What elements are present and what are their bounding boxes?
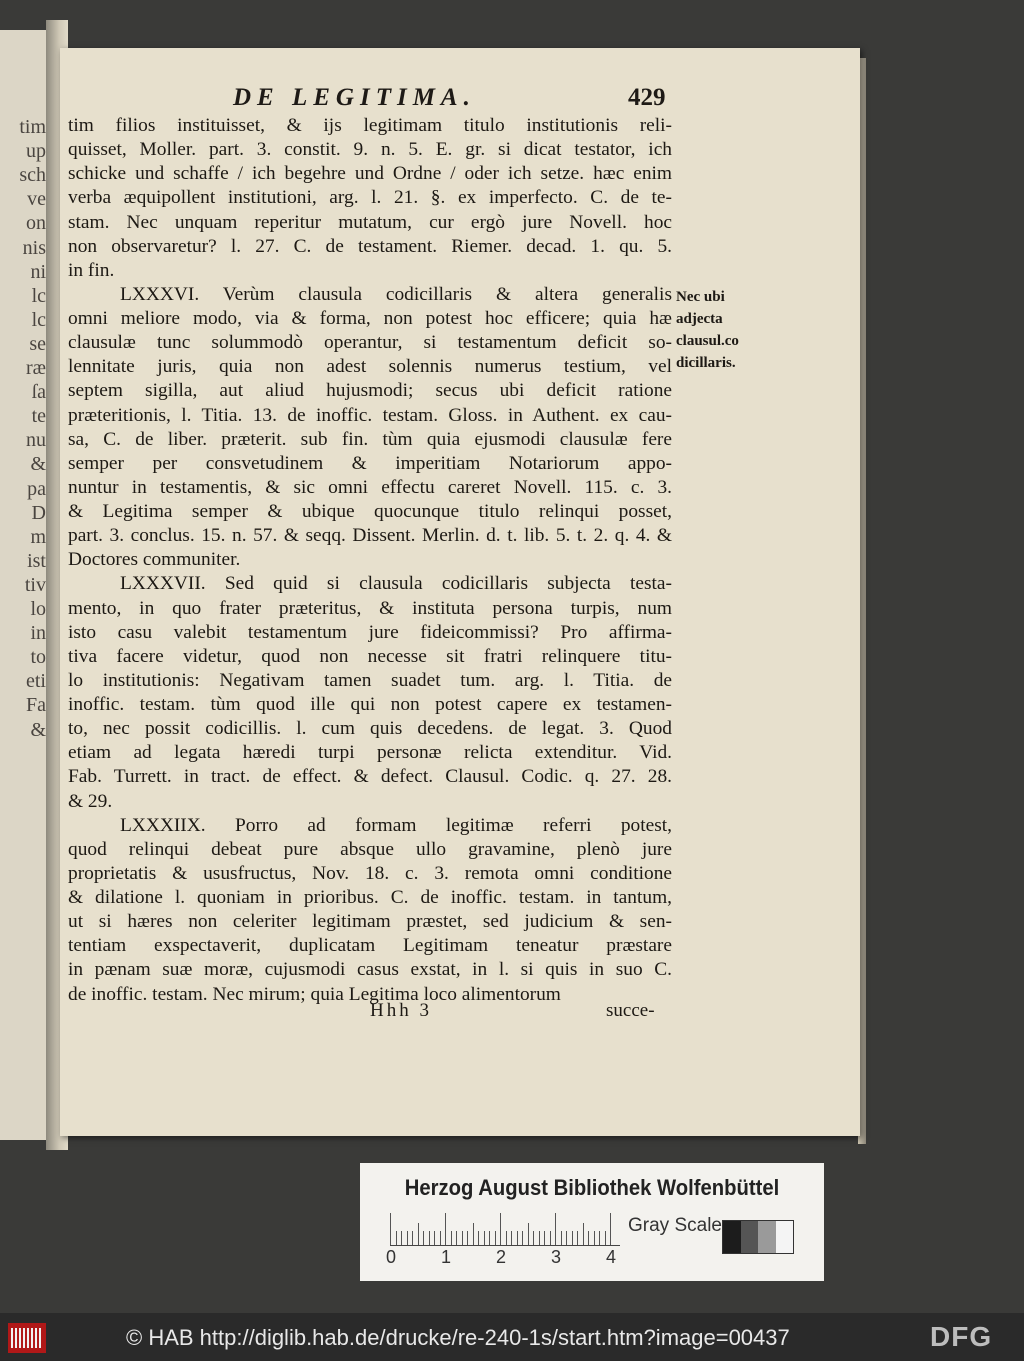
marginal-note-line: Nec ubi [676, 289, 725, 305]
ruler-tick [577, 1231, 578, 1245]
ruler-tick [566, 1231, 567, 1245]
text-line: proprietatis & ususfructus, Nov. 18. c. 3. remota omni conditione [68, 862, 672, 884]
ruler-tick [544, 1231, 545, 1245]
text-line: in pænam suæ moræ, cujusmodi casus exstat, in l. si quis in suo C. [68, 959, 672, 981]
text-line: stam. Nec unquam reperitur mutatum, cur ergò jure Novell. hoc [68, 211, 672, 233]
text-line: verba æquipollent institutioni, arg. l. 21. §. ex imperfecto. C. de te- [68, 187, 672, 209]
text-line: sa, C. de liber. præterit. sub fin. tùm quia ejusmodi clausulæ fere [68, 428, 672, 450]
text-line: non observaretur? l. 27. C. de testament. Riemer. decad. 1. qu. 5. [68, 235, 672, 257]
left-page-text-fragment: tim [19, 116, 46, 138]
text-line: mento, in quo frater præteritus, & instituta persona turpis, num [68, 597, 672, 619]
left-page-text-fragment: & [30, 718, 46, 741]
left-page-text-fragment: nis [22, 236, 46, 259]
ruler-tick [588, 1231, 589, 1245]
ruler-tick [594, 1231, 595, 1245]
text-line: Fab. Turrett. in tract. de effect. & defect. Clausul. Codic. q. 27. 28. [68, 766, 672, 788]
ruler-tick [467, 1231, 468, 1245]
left-page-text-fragment: Fa [26, 694, 46, 717]
text-line: ut si hæres non celeriter legitimam præstet, sed judicium & sen- [68, 911, 672, 933]
left-page-text-fragment: ist [27, 549, 46, 572]
ruler-label: 2 [496, 1247, 507, 1267]
footer-bar [0, 1313, 1024, 1361]
ruler-tick [407, 1231, 408, 1245]
ruler-tick [418, 1223, 419, 1245]
text-line: & Legitima semper & ubique quocunque titulo relinqui posset, [68, 501, 672, 522]
ruler-tick [423, 1231, 424, 1245]
left-page-text-fragment: in [30, 622, 46, 645]
ruler-tick [522, 1231, 523, 1245]
signature-mark: Hhh 3 [370, 1000, 432, 1021]
left-page-text-fragment: ſa [31, 381, 46, 404]
text-line: semper per consvetudinem & imperitiam Notariorum appo- [68, 452, 672, 474]
text-line: clausulæ tunc solummodò operantur, si testamentum deficit so- [68, 332, 672, 354]
text-line: tiva facere videtur, quod non necesse sit fratri relinquere titu- [68, 645, 672, 667]
ruler-tick [539, 1231, 540, 1245]
color-reference-card [360, 1163, 824, 1281]
ruler-tick [473, 1223, 474, 1245]
left-page-text-fragment: ni [30, 260, 46, 283]
left-page-text-fragment: lc [31, 284, 46, 307]
ruler-tick [412, 1231, 413, 1245]
ruler-tick [610, 1213, 611, 1245]
ruler-tick [561, 1231, 562, 1245]
text-line: tim filios instituisset, & ijs legitimam titulo institutionis reli- [68, 115, 672, 136]
text-line: septem sigilla, aut aliud hujusmodi; secus ubi deficit ratione [68, 380, 672, 402]
text-line: schicke und schaffe / ich begehre und Ordne / oder ich setze. hæc enim [68, 163, 672, 185]
ruler-label: 0 [386, 1247, 397, 1267]
left-page-text-fragment: se [29, 332, 46, 355]
text-line: præteritionis, l. Titia. 13. de inoffic. testam. Gloss. in Authent. ex cau- [68, 404, 672, 426]
left-page-text-fragment: on [26, 212, 46, 235]
marginal-note-line: clausul.co [676, 333, 739, 349]
text-line: in fin. [68, 259, 115, 281]
ruler-tick [495, 1231, 496, 1245]
text-line: omni meliore modo, via & forma, non potest hoc efficere; quia hæ [68, 308, 672, 329]
page-body-text [68, 114, 672, 1007]
text-line: Doctores communiter. [68, 549, 241, 571]
text-line: quod relinqui debeat pure absque ullo gravamine, plenò jure [68, 838, 672, 860]
text-line: part. 3. conclus. 15. n. 57. & seqq. Dissent. Merlin. d. t. lib. 5. t. 2. q. 4. & [68, 525, 672, 547]
text-line: lennitate juris, quia non adest solennis numerus testium, vel [68, 356, 672, 378]
left-page-text-fragment: up [26, 140, 46, 163]
text-line: inoffic. testam. tùm quod ille qui non potest capere ex testamen- [68, 694, 672, 715]
ruler-label: 4 [606, 1247, 617, 1267]
text-line: LXXXVI. Verùm clausula codicillaris & altera generalis [120, 283, 672, 305]
left-page-text-fragment: m [30, 525, 46, 548]
copyright-url[interactable]: © HAB http://diglib.hab.de/drucke/re-240-1s/start.htm?image=00437 [126, 1325, 790, 1350]
ruler-tick [390, 1213, 391, 1245]
grayscale-bar [722, 1220, 794, 1254]
ruler-tick [506, 1231, 507, 1245]
library-name: Herzog August Bibliothek Wolfenbüttel [404, 1175, 780, 1200]
left-page-text-fragment: & [30, 453, 46, 476]
measure-ruler [390, 1211, 620, 1246]
hab-logo-icon [8, 1323, 46, 1353]
left-page-text-fragment: D [31, 501, 46, 524]
left-page-text-fragment: to [30, 646, 46, 669]
text-line: to, nec possit codicillis. l. cum quis decedens. de legat. 3. Quod [68, 718, 672, 740]
left-page-text-fragment: sch [19, 164, 46, 187]
ruler-tick [528, 1223, 529, 1245]
text-line: de inoffic. testam. Nec mirum; quia Legitima loco alimentorum [68, 983, 561, 1005]
ruler-tick [462, 1231, 463, 1245]
left-page-text-fragment: nu [26, 429, 46, 452]
ruler-tick [533, 1231, 534, 1245]
text-line: tentiam exspectaverit, duplicatam Legitimam teneatur præstare [68, 935, 672, 957]
marginal-note [676, 286, 766, 374]
ruler-tick [396, 1231, 397, 1245]
running-title: DE LEGITIMA. [233, 84, 476, 111]
left-page-text-fragment: lc [31, 308, 46, 331]
ruler-tick [478, 1231, 479, 1245]
marginal-note-line: dicillaris. [676, 355, 736, 371]
text-line: LXXXIIX. Porro ad formam legitimæ referri potest, [120, 814, 672, 836]
left-page-text-fragment: ræ [26, 357, 46, 379]
text-line: etiam ad legata hæredi turpi personæ relicta extenditur. Vid. [68, 742, 672, 764]
ruler-tick [401, 1231, 402, 1245]
text-line: quisset, Moller. part. 3. constit. 9. n. 5. E. gr. si dicat testator, ich [68, 139, 672, 161]
ruler-tick [517, 1231, 518, 1245]
gray-swatch [776, 1221, 794, 1253]
ruler-tick [489, 1231, 490, 1245]
text-line: LXXXVII. Sed quid si clausula codicillaris subjecta testa- [120, 573, 672, 595]
gray-swatch [723, 1221, 741, 1253]
gray-swatch [741, 1221, 759, 1253]
ruler-tick [583, 1223, 584, 1245]
text-line: isto casu valebit testamentum jure fideicommissi? Pro affirma- [68, 621, 672, 643]
ruler-tick [572, 1231, 573, 1245]
marginal-note-line: adjecta [676, 311, 723, 327]
page-number: 429 [628, 84, 666, 111]
ruler-tick [445, 1213, 446, 1245]
catchword: succe- [606, 1000, 655, 1021]
ruler-label: 1 [441, 1247, 452, 1267]
text-line: & dilatione l. quoniam in prioribus. C. de inoffic. testam. in tantum, [68, 887, 672, 908]
ruler-tick [550, 1231, 551, 1245]
left-page-text-fragment: ve [27, 188, 46, 211]
ruler-tick [500, 1213, 501, 1245]
grayscale-label: Gray Scale [628, 1215, 722, 1236]
text-line: nuntur in testamentis, & sic omni effectu careret Novell. 115. c. 3. [68, 476, 672, 498]
ruler-tick [429, 1231, 430, 1245]
ruler-tick [440, 1231, 441, 1245]
left-page-text-fragment: tiv [24, 573, 46, 596]
ruler-tick [605, 1231, 606, 1245]
left-page-text-fragment: te [31, 405, 46, 428]
text-line: & 29. [68, 790, 113, 812]
dfg-logo: DFG [930, 1321, 993, 1352]
ruler-tick [484, 1231, 485, 1245]
ruler-tick [599, 1231, 600, 1245]
ruler-tick [511, 1231, 512, 1245]
left-page-text-fragment: lo [30, 598, 46, 620]
gray-swatch [758, 1221, 776, 1253]
left-page-text-fragment: eti [26, 670, 46, 693]
left-page-text-fragment: pa [27, 477, 46, 500]
text-line: lo institutionis: Negativam tamen suadet tum. arg. l. Titia. de [68, 669, 672, 691]
ruler-tick [555, 1213, 556, 1245]
ruler-label: 3 [551, 1247, 562, 1267]
ruler-tick [451, 1231, 452, 1245]
ruler-tick [456, 1231, 457, 1245]
ruler-tick [434, 1231, 435, 1245]
